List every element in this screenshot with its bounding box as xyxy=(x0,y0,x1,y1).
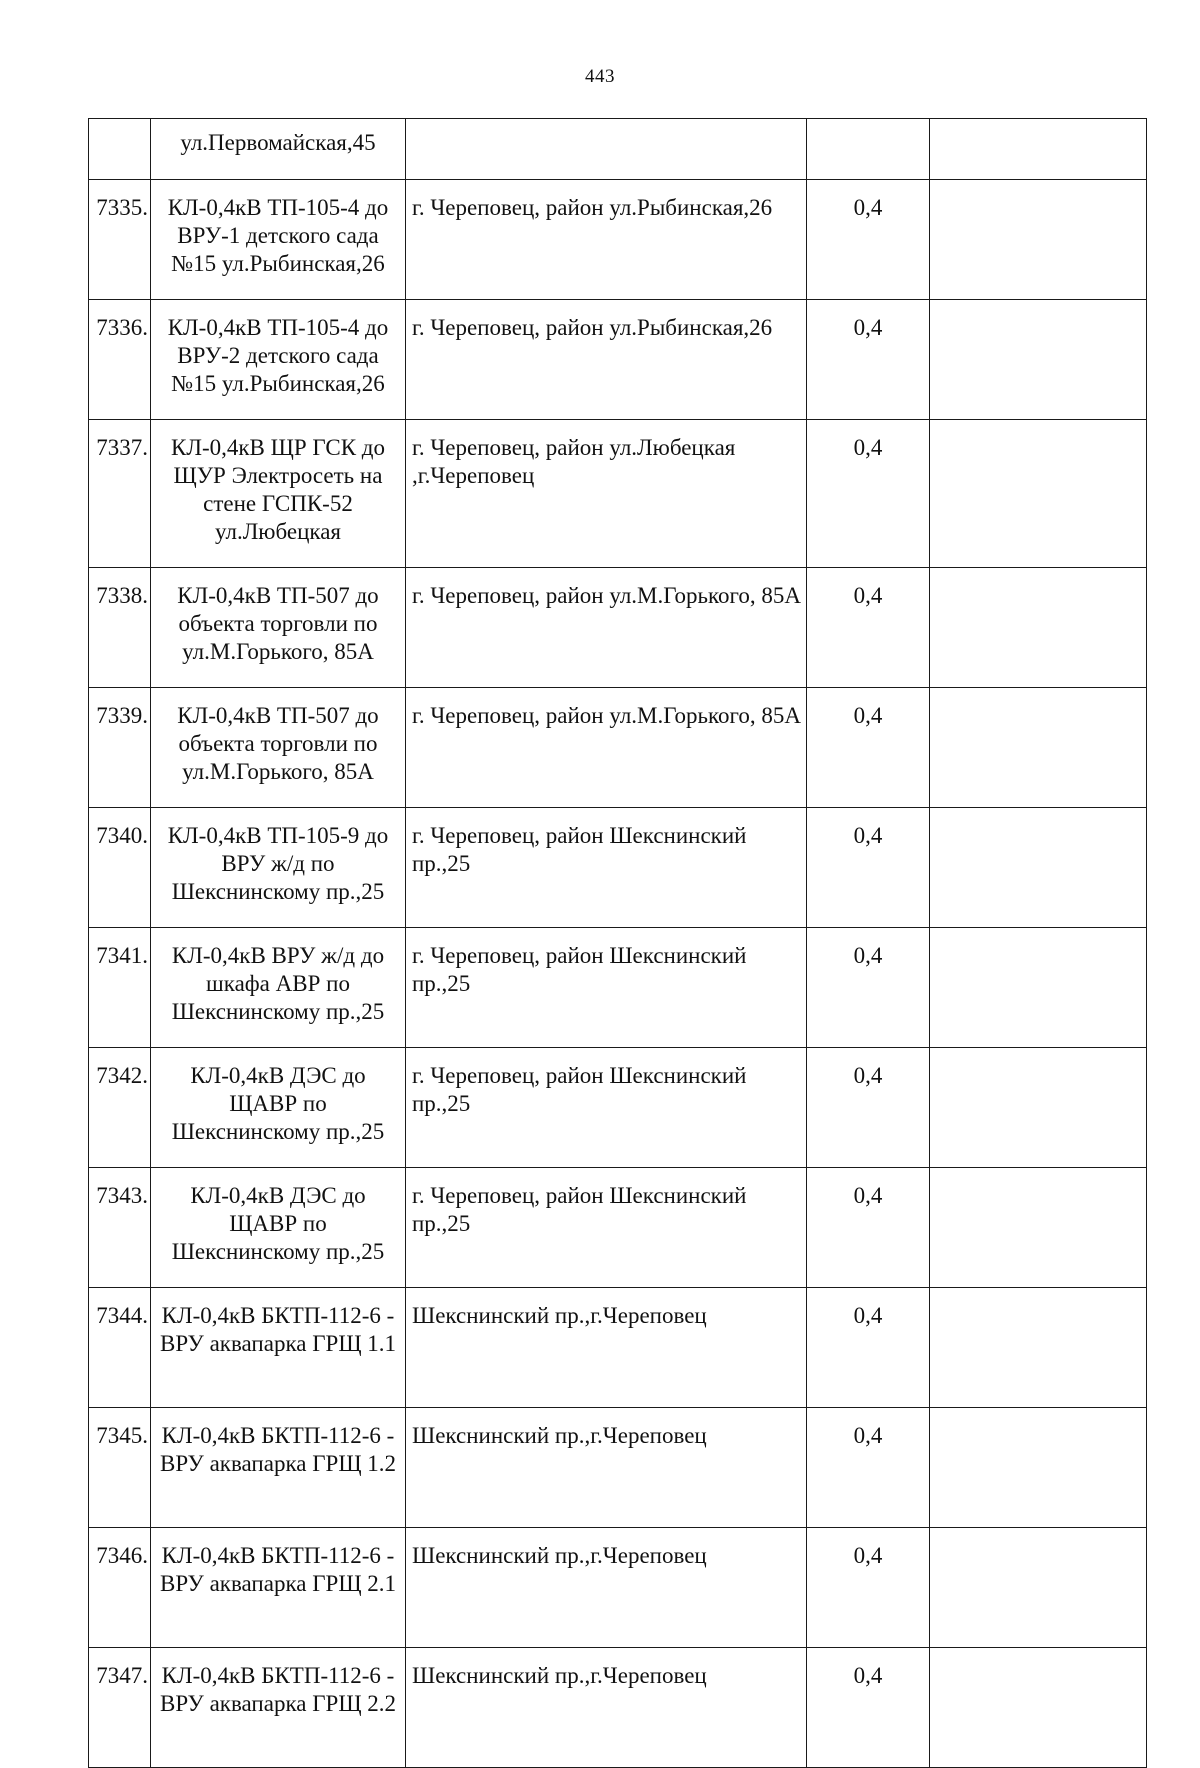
address-cell: г. Череповец, район Шекснинский пр.,25 xyxy=(406,928,807,1048)
table-row xyxy=(89,1528,1147,1648)
address-cell: Шекснинский пр.,г.Череповец xyxy=(406,1528,807,1648)
address-cell: Шекснинский пр.,г.Череповец xyxy=(406,1648,807,1768)
voltage-cell: 0,4 xyxy=(807,808,930,928)
table-row xyxy=(89,568,1147,688)
row-number-cell: 7344. xyxy=(89,1288,151,1408)
extra-cell xyxy=(930,568,1147,688)
table-row xyxy=(89,180,1147,300)
row-number-cell: 7345. xyxy=(89,1408,151,1528)
line-name-cell: КЛ-0,4кВ ТП-105-4 до ВРУ-1 детского сада №15 ул.Рыбинская,26 xyxy=(151,180,406,300)
line-name-cell: КЛ-0,4кВ ЩР ГСК до ЩУР Электросеть на стене ГСПК-52 ул.Любецкая xyxy=(151,420,406,568)
row-number-cell: 7342. xyxy=(89,1048,151,1168)
extra-cell xyxy=(930,300,1147,420)
page-number: 443 xyxy=(585,66,615,87)
line-name-cell: КЛ-0,4кВ ДЭС до ЩАВР по Шекснинскому пр.,25 xyxy=(151,1048,406,1168)
extra-cell xyxy=(930,1408,1147,1528)
voltage-cell: 0,4 xyxy=(807,568,930,688)
voltage-cell: 0,4 xyxy=(807,1048,930,1168)
row-number-cell: 7335. xyxy=(89,180,151,300)
line-name-cell: КЛ-0,4кВ ДЭС до ЩАВР по Шекснинскому пр.,25 xyxy=(151,1168,406,1288)
extra-cell xyxy=(930,119,1147,180)
extra-cell xyxy=(930,928,1147,1048)
address-cell: Шекснинский пр.,г.Череповец xyxy=(406,1408,807,1528)
table-row xyxy=(89,420,1147,568)
table-row xyxy=(89,300,1147,420)
row-number-cell xyxy=(89,119,151,180)
table-row xyxy=(89,928,1147,1048)
table-row xyxy=(89,1288,1147,1408)
table-row xyxy=(89,688,1147,808)
line-name-cell: КЛ-0,4кВ БКТП-112-6 - ВРУ аквапарка ГРЩ 1.2 xyxy=(151,1408,406,1528)
line-name-cell: КЛ-0,4кВ ТП-105-9 до ВРУ ж/д по Шекснинскому пр.,25 xyxy=(151,808,406,928)
extra-cell xyxy=(930,1288,1147,1408)
extra-cell xyxy=(930,1528,1147,1648)
address-cell: г. Череповец, район Шекснинский пр.,25 xyxy=(406,808,807,928)
address-cell: г. Череповец, район ул.М.Горького, 85А xyxy=(406,688,807,808)
extra-cell xyxy=(930,808,1147,928)
line-name-cell: КЛ-0,4кВ ТП-507 до объекта торговли по ул.М.Горького, 85А xyxy=(151,568,406,688)
table-row-continuation xyxy=(89,119,1147,180)
line-name-cell: КЛ-0,4кВ ТП-507 до объекта торговли по ул.М.Горького, 85А xyxy=(151,688,406,808)
line-name-cell: КЛ-0,4кВ БКТП-112-6 - ВРУ аквапарка ГРЩ 1.1 xyxy=(151,1288,406,1408)
voltage-cell: 0,4 xyxy=(807,1528,930,1648)
line-name-cell: ул.Первомайская,45 xyxy=(151,119,406,180)
voltage-cell: 0,4 xyxy=(807,1648,930,1768)
table-row xyxy=(89,1168,1147,1288)
table-row xyxy=(89,1048,1147,1168)
table-row xyxy=(89,808,1147,928)
voltage-cell xyxy=(807,119,930,180)
address-cell: Шекснинский пр.,г.Череповец xyxy=(406,1288,807,1408)
row-number-cell: 7337. xyxy=(89,420,151,568)
address-cell: г. Череповец, район Шекснинский пр.,25 xyxy=(406,1168,807,1288)
row-number-cell: 7346. xyxy=(89,1528,151,1648)
voltage-cell: 0,4 xyxy=(807,1288,930,1408)
voltage-cell: 0,4 xyxy=(807,1168,930,1288)
line-name-cell: КЛ-0,4кВ ТП-105-4 до ВРУ-2 детского сада №15 ул.Рыбинская,26 xyxy=(151,300,406,420)
row-number-cell: 7338. xyxy=(89,568,151,688)
line-name-cell: КЛ-0,4кВ БКТП-112-6 - ВРУ аквапарка ГРЩ 2.2 xyxy=(151,1648,406,1768)
voltage-cell: 0,4 xyxy=(807,180,930,300)
row-number-cell: 7343. xyxy=(89,1168,151,1288)
line-name-cell: КЛ-0,4кВ ВРУ ж/д до шкафа АВР по Шекснинскому пр.,25 xyxy=(151,928,406,1048)
voltage-cell: 0,4 xyxy=(807,1408,930,1528)
address-cell: г. Череповец, район ул.М.Горького, 85А xyxy=(406,568,807,688)
row-number-cell: 7347. xyxy=(89,1648,151,1768)
row-number-cell: 7340. xyxy=(89,808,151,928)
extra-cell xyxy=(930,688,1147,808)
address-cell: г. Череповец, район ул.Рыбинская,26 xyxy=(406,300,807,420)
table-row xyxy=(89,1648,1147,1768)
voltage-cell: 0,4 xyxy=(807,928,930,1048)
voltage-cell: 0,4 xyxy=(807,420,930,568)
extra-cell xyxy=(930,180,1147,300)
address-cell: г. Череповец, район ул.Рыбинская,26 xyxy=(406,180,807,300)
address-cell xyxy=(406,119,807,180)
row-number-cell: 7336. xyxy=(89,300,151,420)
table-row xyxy=(89,1408,1147,1528)
extra-cell xyxy=(930,1168,1147,1288)
address-cell: г. Череповец, район Шекснинский пр.,25 xyxy=(406,1048,807,1168)
row-number-cell: 7339. xyxy=(89,688,151,808)
extra-cell xyxy=(930,1648,1147,1768)
voltage-cell: 0,4 xyxy=(807,688,930,808)
extra-cell xyxy=(930,1048,1147,1168)
row-number-cell: 7341. xyxy=(89,928,151,1048)
line-name-cell: КЛ-0,4кВ БКТП-112-6 - ВРУ аквапарка ГРЩ 2.1 xyxy=(151,1528,406,1648)
cable-lines-table xyxy=(88,118,1147,1768)
voltage-cell: 0,4 xyxy=(807,300,930,420)
address-cell: г. Череповец, район ул.Любецкая ,г.Череповец xyxy=(406,420,807,568)
extra-cell xyxy=(930,420,1147,568)
